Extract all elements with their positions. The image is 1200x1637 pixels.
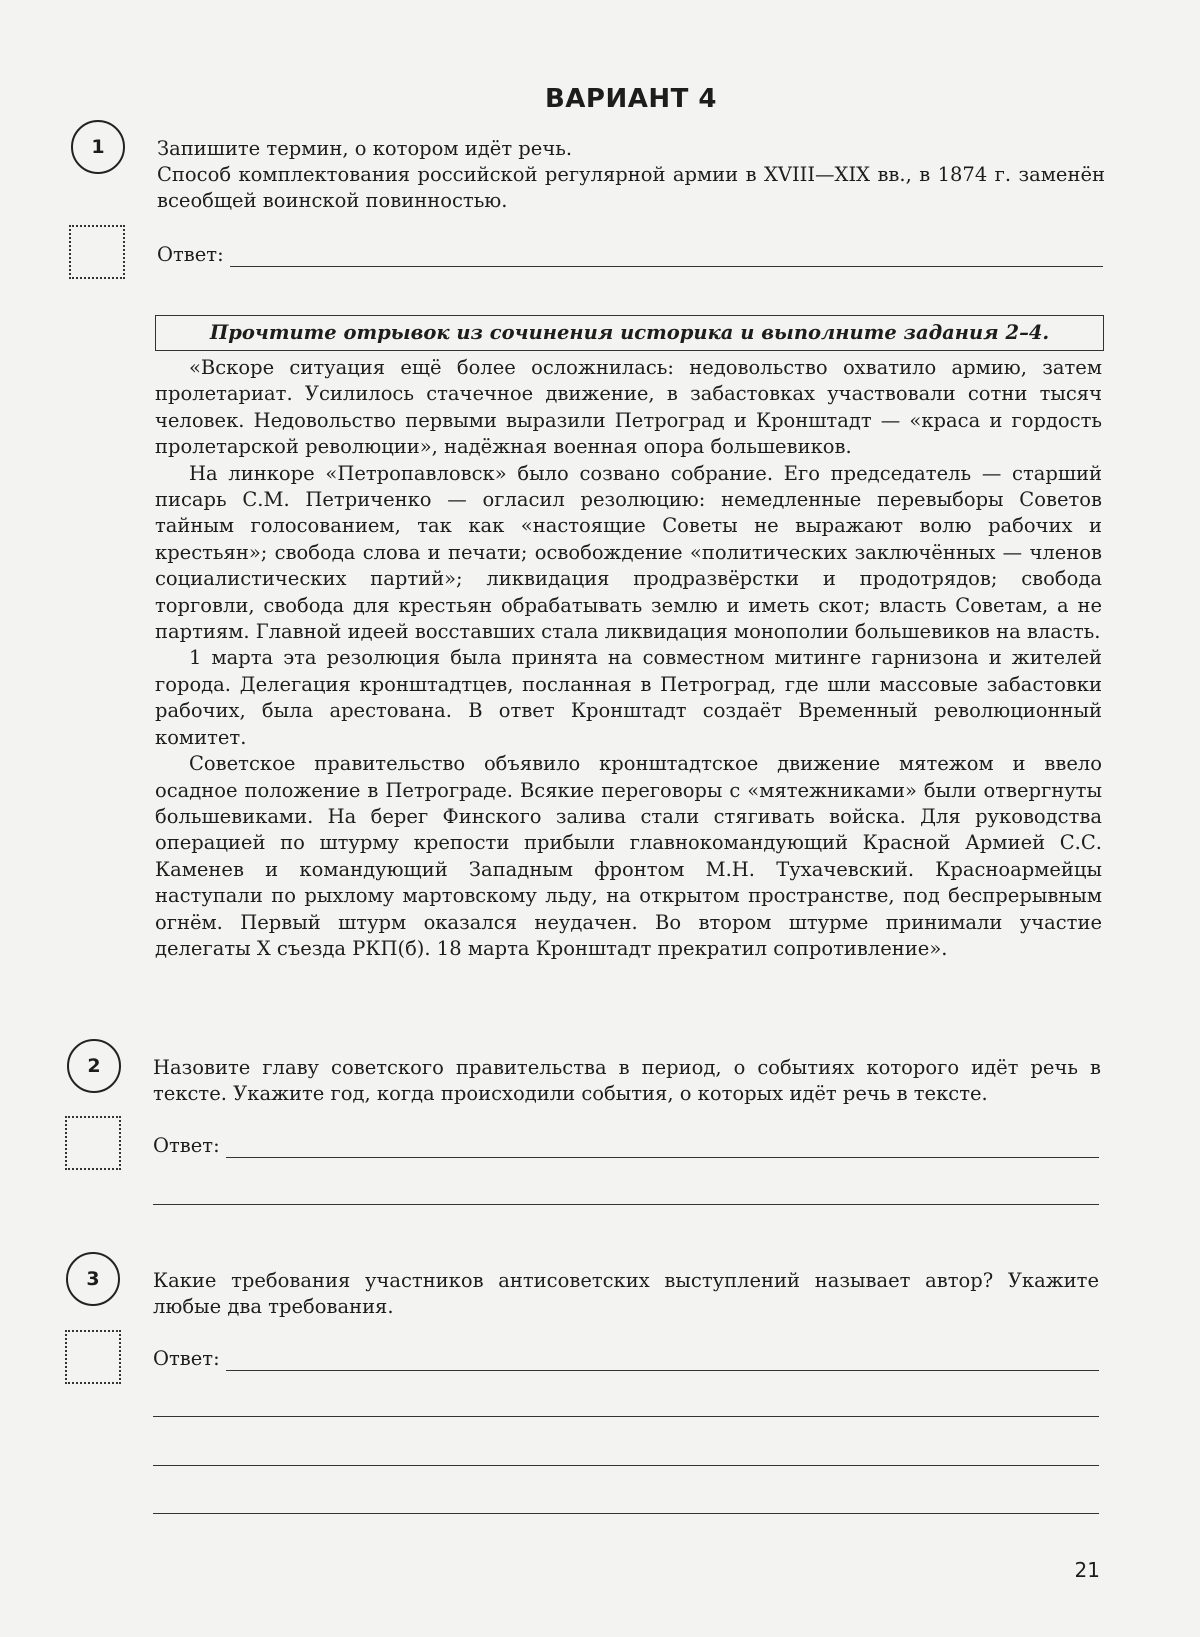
task-1-line-1: Запишите термин, о котором идёт речь.	[157, 137, 573, 160]
answer-line[interactable]	[226, 1352, 1099, 1371]
passage-paragraph: На линкоре «Петропавловск» было созвано собрание. Его председатель — старший писарь С.М. Петриченко — огласил резолюцию: немедленные перевыборы Советов тайным голосованием, так как «настоящие Советы не выражают волю рабочих и крестьян»; свобода слова и печати; освобождение «политических заключённых — членов социалистических партий»; ликвидация продразвёрстки и продотрядов; свобода торговли, свобода для крестьян обрабатывать землю и иметь скот; власть Советам, а не партиям. Главной идеей восставших стала ликвидация монополии большевиков на власть.	[155, 461, 1102, 644]
task-text-1	[157, 136, 1105, 214]
task-answer-row-3	[153, 1347, 1099, 1371]
task-answer-box-3[interactable]	[65, 1330, 121, 1384]
answer-label: Ответ:	[157, 243, 224, 266]
instruction-box: Прочтите отрывок из сочинения историка и выполните задания 2–4.	[155, 315, 1104, 351]
task-1-line-2: Способ комплектования российской регулярной армии в XVIII—XIX вв., в 1874 г. заменён всеобщей воинской повинностью.	[157, 163, 1105, 212]
task-number-2: 2	[67, 1039, 121, 1093]
answer-line-extra[interactable]	[153, 1204, 1099, 1205]
answer-line-extra[interactable]	[153, 1416, 1099, 1417]
passage-paragraph: Советское правительство объявило кронштадтское движение мятежом и ввело осадное положение в Петрограде. Всякие переговоры с «мятежниками» были отвергнуты большевиками. На берег Финского залива стали стягивать войска. Для руководства операцией по штурму крепости прибыли главнокомандующий Красной Армией С.С. Каменев и командующий Западным фронтом М.Н. Тухачевский. Красноармейцы наступали по рыхлому мартовскому льду, на открытом пространстве, под беспрерывным огнём. Первый штурм оказался неудачен. Во втором штурме принимали участие делегаты X съезда РКП(б). 18 марта Кронштадт прекратил сопротивление».	[155, 752, 1102, 960]
answer-line[interactable]	[226, 1139, 1099, 1158]
answer-label: Ответ:	[153, 1134, 220, 1157]
task-answer-box-2[interactable]	[65, 1116, 121, 1170]
passage-paragraph: 1 марта эта резолюция была принята на совместном митинге гарнизона и жителей города. Делегация кронштадтцев, посланная в Петроград, где шли массовые забастовки рабочих, была арестована. В ответ Кронштадт создаёт Временный революционный комитет.	[155, 646, 1102, 749]
task-answer-box-1[interactable]	[69, 225, 125, 279]
task-text-2: Назовите главу советского правительства в период, о событиях которого идёт речь в тексте. Укажите год, когда происходили события, о которых идёт речь в тексте.	[153, 1056, 1101, 1105]
answer-line-extra[interactable]	[153, 1465, 1099, 1466]
answer-line[interactable]	[230, 248, 1103, 267]
task-answer-row-1	[157, 243, 1103, 267]
passage-paragraph: «Вскоре ситуация ещё более осложнилась: недовольство охватило армию, затем пролетариат. Усилилось стачечное движение, в забастовках участвовали сотни тысяч человек. Недовольство первыми выразили Петроград и Кронштадт — «краса и гордость пролетарской революции», надёжная военная опора большевиков.	[155, 356, 1102, 459]
task-answer-row-2	[153, 1134, 1099, 1158]
page-number: 21	[1074, 1558, 1100, 1582]
answer-line-extra[interactable]	[153, 1513, 1099, 1514]
task-number-1: 1	[71, 120, 125, 174]
answer-label: Ответ:	[153, 1347, 220, 1370]
task-number-3: 3	[66, 1252, 120, 1306]
source-passage	[155, 355, 1102, 962]
page-title: ВАРИАНТ 4	[544, 84, 717, 114]
task-text-3: Какие требования участников антисоветских выступлений называет автор? Укажите любые два требования.	[153, 1269, 1099, 1318]
